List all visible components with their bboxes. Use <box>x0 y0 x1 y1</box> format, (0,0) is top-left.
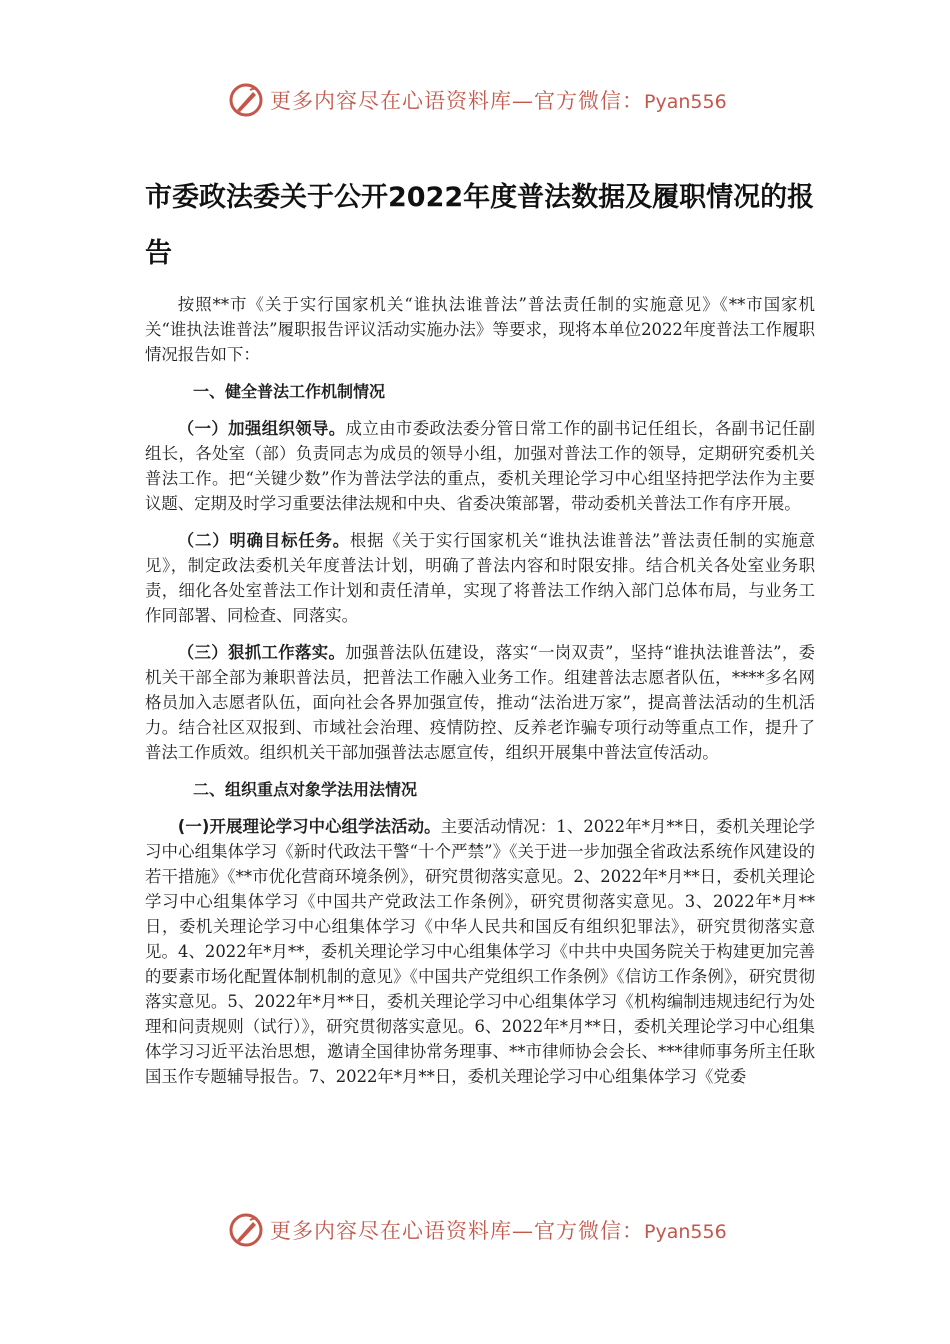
document-body <box>145 170 815 1089</box>
watermark-banner-bottom <box>228 1210 748 1250</box>
section-2-heading: 二、组织重点对象学法用法情况 <box>193 780 418 799</box>
section-1-heading: 一、健全普法工作机制情况 <box>193 382 386 401</box>
watermark-text: 更多内容尽在心语资料库—官方微信：Pyan556 <box>270 89 727 113</box>
section-1-paragraph-2: （二）明确目标任务。根据《关于实行国家机关“谁执法谁普法”普法责任制的实施意见》，制定政法委机关年度普法计划，明确了普法内容和时限安排。结合机关各处室业务职责，细化各处室普法工作计划和责任清单，实现了将普法工作纳入部门总体布局，与业务工作同部署、同检查、同落实。 <box>145 531 816 625</box>
section-1-paragraph-1: （一）加强组织领导。成立由市委政法委分管日常工作的副书记任组长，各副书记任副组长，各处室（部）负责同志为成员的领导小组，加强对普法工作的领导，定期研究委机关普法工作。把“关键少数”作为普法学法的重点，委机关理论学习中心组坚持把学法作为主要议题、定期及时学习重要法律法规和中央、省委决策部署，带动委机关普法工作有序开展。 <box>145 419 816 513</box>
watermark-text: 更多内容尽在心语资料库—官方微信：Pyan556 <box>270 1219 727 1243</box>
pen-logo-icon <box>228 82 264 118</box>
section-1-paragraph-3: （三）狠抓工作落实。加强普法队伍建设，落实“一岗双责”，坚持“谁执法谁普法”，委机关干部全部为兼职普法员，把普法工作融入业务工作。组建普法志愿者队伍，****多名网格员加入志愿者队伍，面向社会各界加强宣传，推动“法治进万家”，提高普法活动的生机活力。结合社区双报到、市域社会治理、疫情防控、反养老诈骗专项行动等重点工作，提升了普法工作质效。组织机关干部加强普法志愿宣传，组织开展集中普法宣传活动。 <box>145 643 815 762</box>
watermark-banner-top <box>228 80 748 120</box>
intro-paragraph: 按照**市《关于实行国家机关“谁执法谁普法”普法责任制的实施意见》《**市国家机关“谁执法谁普法”履职报告评议活动实施办法》等要求，现将本单位2022年度普法工作履职情况报告如下： <box>145 295 815 364</box>
document-title: 市委政法委关于公开2022年度普法数据及履职情况的报告 <box>145 182 815 269</box>
section-2-paragraph-1: (一)开展理论学习中心组学法活动。主要活动情况：1、2022年*月**日，委机关理论学习中心组集体学习《新时代政法干警“十个严禁”》《关于进一步加强全省政法系统作风建设的若干措施》《**市优化营商环境条例》，研究贯彻落实意见。2、2022年*月**日，委机关理论学习中心组集体学习《中国共产党政法工作条例》，研究贯彻落实意见。3、2022年*月**日，委机关理论学习中心组集体学习《中华人民共和国反有组织犯罪法》，研究贯彻落实意见。4、2022年*月**，委机关理论学习中心组集体学习《中共中央国务院关于构建更加完善的要素市场化配置体制机制的意见》《中国共产党组织工作条例》《信访工作条例》，研究贯彻落实意见。5、2022年*月**日，委机关理论学习中心组集体学习《机构编制违规违纪行为处理和问责规则（试行）》，研究贯彻落实意见。6、2022年*月**日，委机关理论学习中心组集体学习习近平法治思想，邀请全国律协常务理事、**市律师协会会长、***律师事务所主任耿国玉作专题辅导报告。7、2022年*月**日，委机关理论学习中心组集体学习《党委 <box>145 817 815 1086</box>
pen-logo-icon <box>228 1212 264 1248</box>
